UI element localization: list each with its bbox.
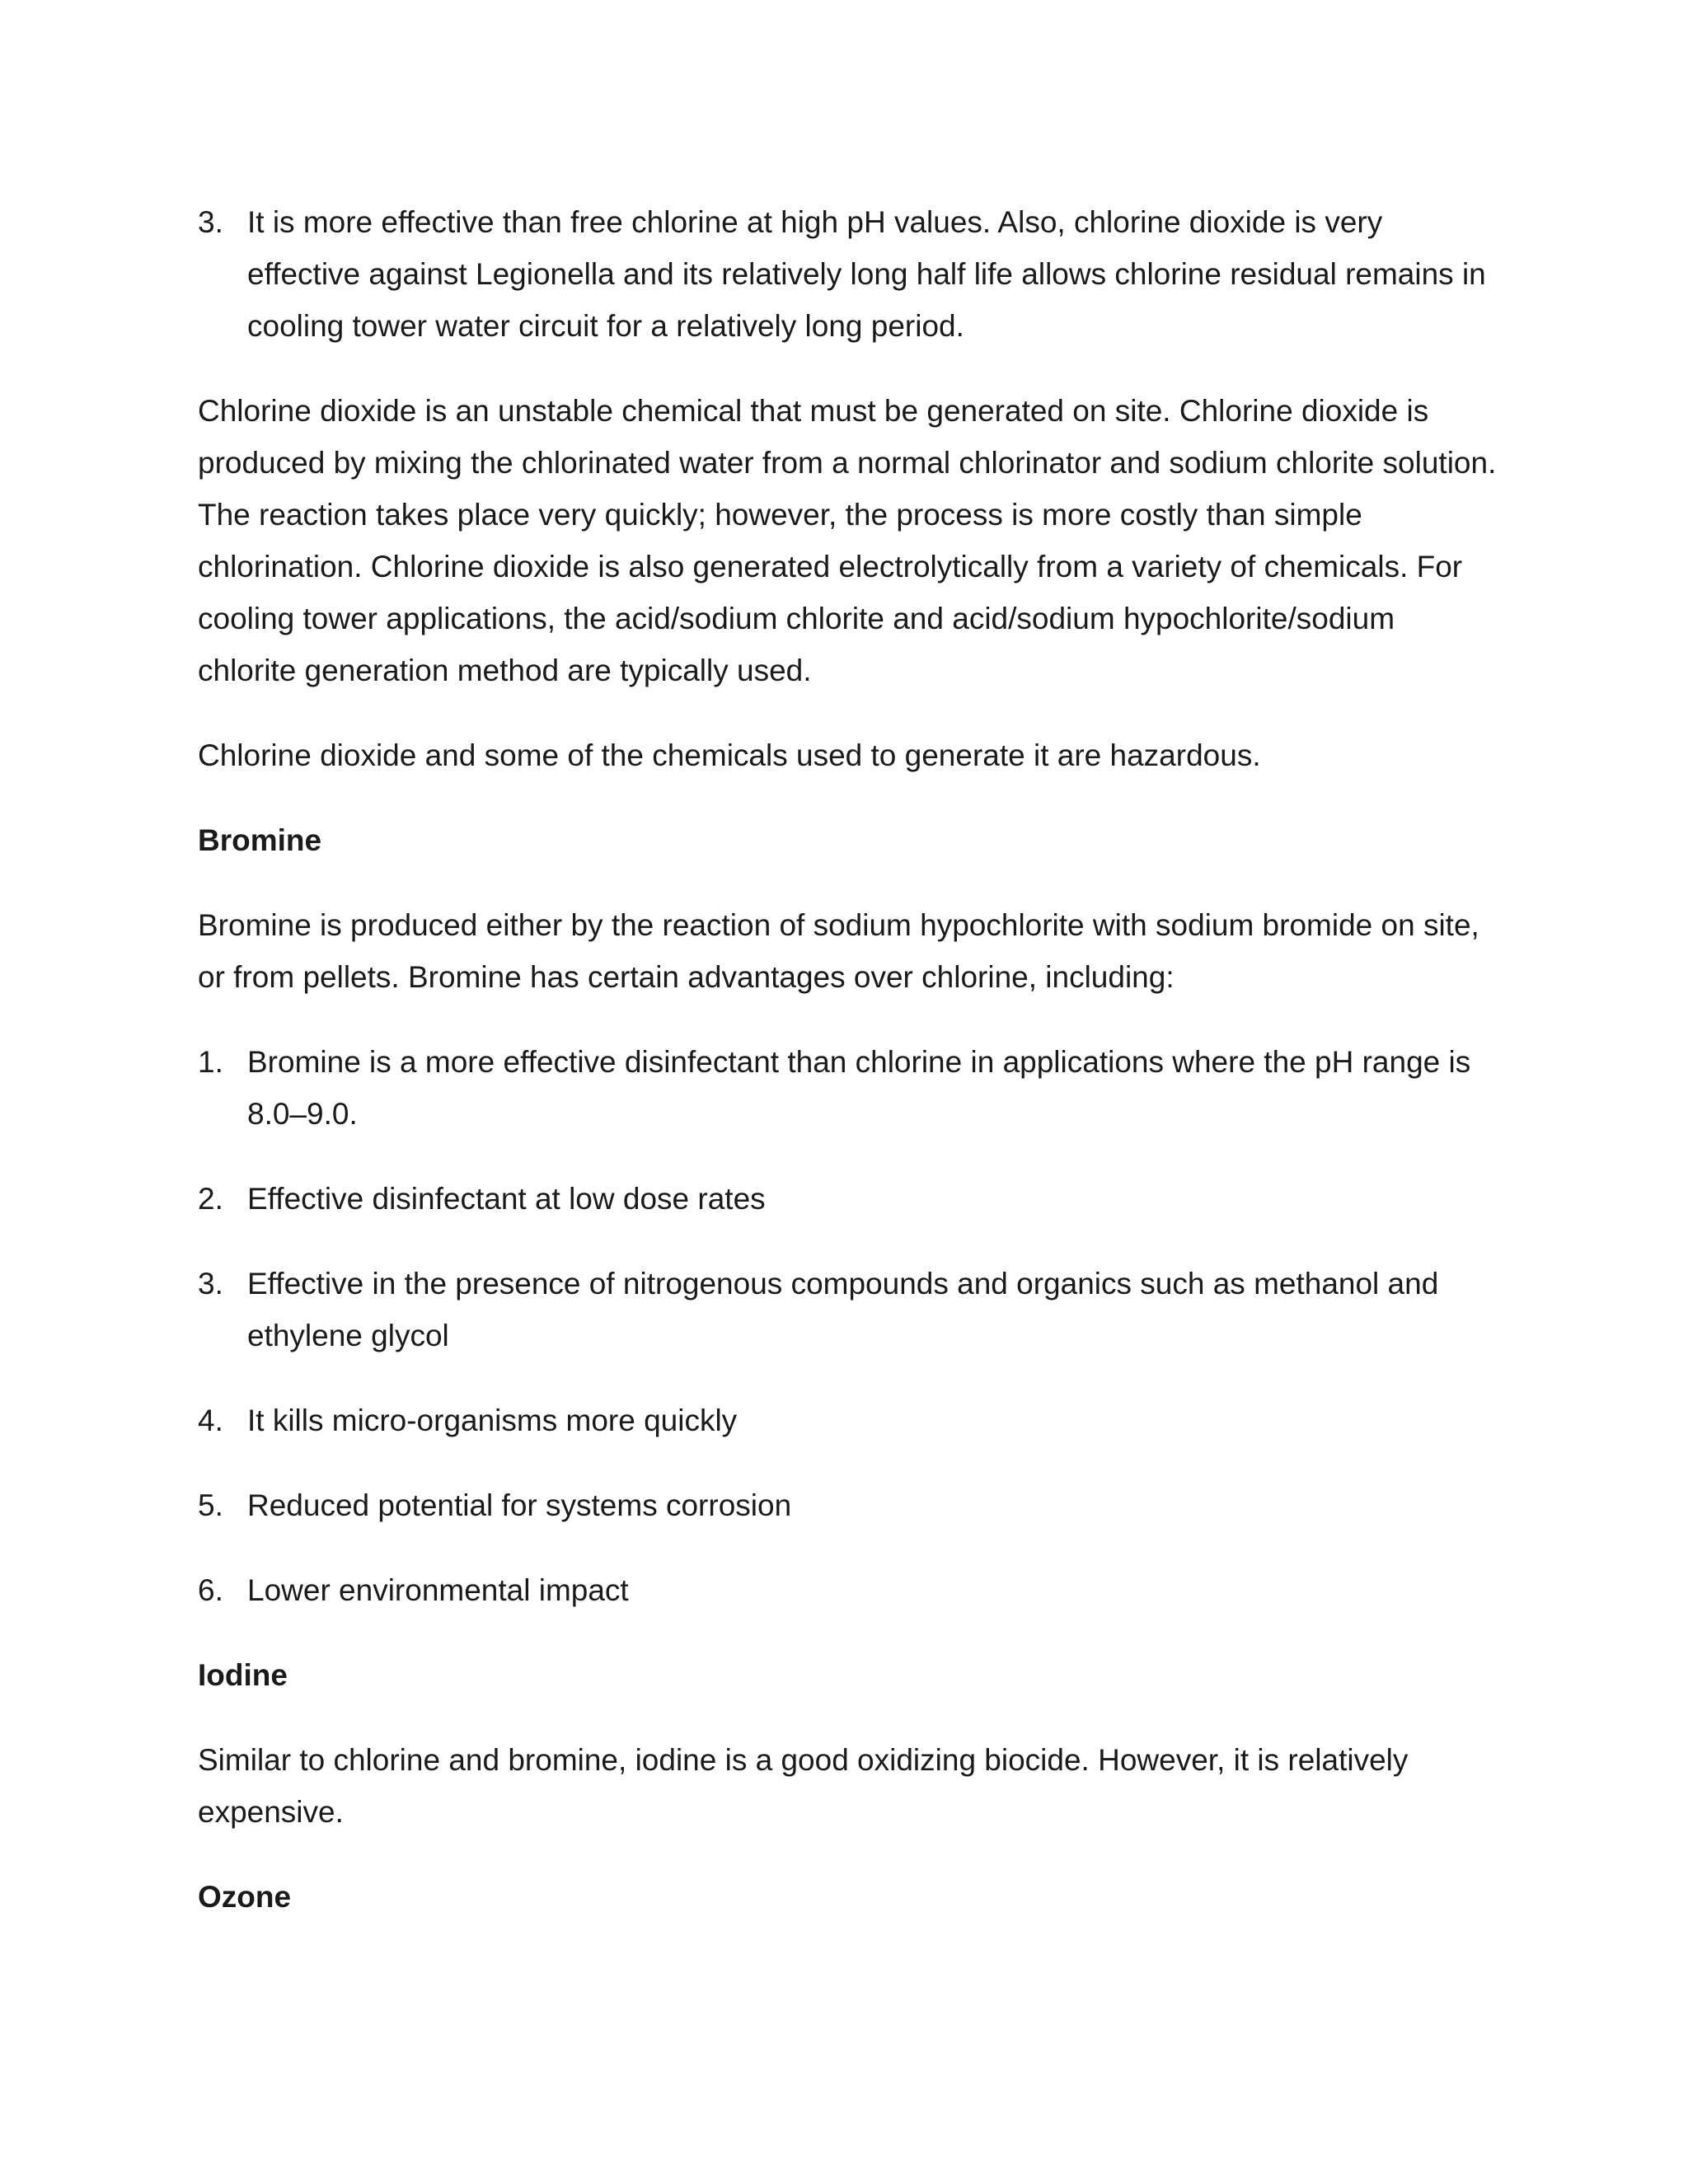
list-item	[198, 1564, 1500, 1616]
list-item	[198, 1394, 1500, 1446]
list-number: 3.	[198, 205, 223, 239]
list-item	[198, 1258, 1500, 1361]
list-text: Reduced potential for systems corrosion	[247, 1488, 792, 1522]
list-number: 5.	[198, 1488, 223, 1522]
list-number: 3.	[198, 1267, 223, 1301]
paragraph-bromine-intro: Bromine is produced either by the reaction of sodium hypochlorite with sodium bromide on site, or from pellets. Bromine has certain advantages over chlorine, including:	[198, 908, 1479, 994]
list-item	[198, 1479, 1500, 1531]
list-text: Bromine is a more effective disinfectant than chlorine in applications where the pH range is 8.0–9.0.	[247, 1045, 1471, 1131]
list-number: 6.	[198, 1573, 223, 1607]
paragraph-chlorine-dioxide-generation: Chlorine dioxide is an unstable chemical that must be generated on site. Chlorine dioxide is produced by mixing the chlorinated water from a normal chlorinator and sodium chlorite solution. The reaction takes place very quickly; however, the process is more costly than simple chlorination. Chlorine dioxide is also generated electrolytically from a variety of chemicals. For cooling tower applications, the acid/sodium chlorite and acid/sodium hypochlorite/sodium chlorite generation method are typically used.	[198, 394, 1497, 687]
heading-bromine: Bromine	[198, 823, 322, 857]
list-item	[198, 1173, 1500, 1225]
list-number: 2.	[198, 1182, 223, 1216]
list-text: It is more effective than free chlorine at high pH values. Also, chlorine dioxide is very effective against Legionella and its relatively long half life allows chlorine residual remains in cooling tower water circuit for a relatively long period.	[247, 205, 1486, 343]
list-number: 1.	[198, 1045, 223, 1079]
document-page	[198, 196, 1500, 1923]
paragraph-iodine: Similar to chlorine and bromine, iodine is a good oxidizing biocide. However, it is relatively expensive.	[198, 1743, 1409, 1829]
list-text: Effective disinfectant at low dose rates	[247, 1182, 766, 1216]
heading-iodine: Iodine	[198, 1658, 288, 1692]
list-text: Effective in the presence of nitrogenous compounds and organics such as methanol and ethylene glycol	[247, 1267, 1439, 1352]
list-item	[198, 1036, 1500, 1140]
list-number: 4.	[198, 1404, 223, 1437]
paragraph-hazard: Chlorine dioxide and some of the chemicals used to generate it are hazardous.	[198, 738, 1261, 772]
heading-ozone: Ozone	[198, 1880, 292, 1914]
list-text: Lower environmental impact	[247, 1573, 629, 1607]
list-text: It kills micro-organisms more quickly	[247, 1404, 738, 1437]
list-item	[198, 196, 1500, 352]
